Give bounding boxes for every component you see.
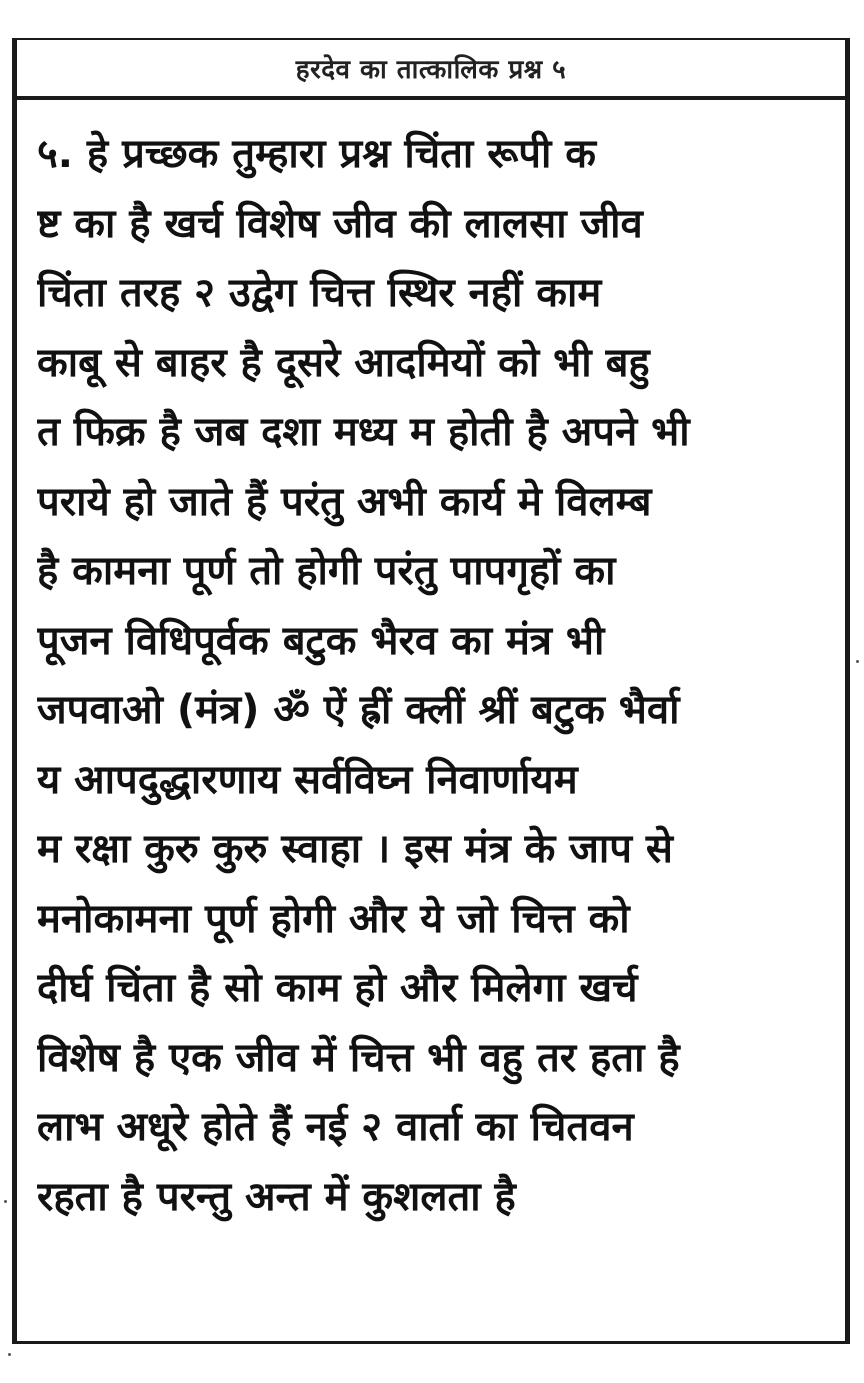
body-text	[37, 120, 827, 1232]
print-speck	[8, 1353, 11, 1356]
text-line: लाभ अधूरे होते हैं नई २ वार्ता का चितवन	[37, 1104, 634, 1150]
print-speck	[4, 1200, 7, 1203]
print-speck	[856, 660, 859, 663]
text-line: रहता है परन्तु अन्त में कुशलता है	[37, 1173, 516, 1220]
text-line: है कामना पूर्ण तो होगी परंतु पापगृहों का	[37, 548, 616, 594]
text-line: ५. हे प्रच्छक तुम्हारा प्रश्न चिंता रूपी क	[37, 131, 596, 177]
text-line: विशेष है एक जीव में चित्त भी वहु तर हता है	[37, 1034, 680, 1081]
page-header	[17, 40, 845, 100]
page-title: हरदेव का तात्कालिक प्रश्न ५	[295, 55, 567, 85]
text-line: पूजन विधिपूर्वक बटुक भैरव का मंत्र भी	[37, 617, 605, 664]
text-line: य आपदुद्धारणाय सर्वविघ्न निवार्णायम	[37, 756, 578, 803]
text-line: दीर्घ चिंता है सो काम हो और मिलेगा खर्च	[37, 965, 638, 1011]
page-frame	[12, 38, 850, 1344]
text-line: मनोकामना पूर्ण होगी और ये जो चित्त को	[37, 895, 630, 942]
text-line: पराये हो जाते हैं परंतु अभी कार्य मे विलम्ब	[37, 478, 652, 525]
text-line: काबू से बाहर है दूसरे आदमियों को भी बहु	[37, 339, 650, 386]
text-line: चिंता तरह २ उद्वेग चित्त स्थिर नहीं काम	[37, 270, 602, 316]
text-line: ष्ट का है खर्च विशेष जीव की लालसा जीव	[37, 200, 643, 247]
text-line: म रक्षा कुरु कुरु स्वाहा । इस मंत्र के जाप से	[37, 826, 673, 872]
text-line: त फिक्र है जब दशा मध्य म होती है अपने भी	[37, 409, 690, 455]
text-line: जपवाओ (मंत्र) ॐ ऐं ह्रीं क्लीं श्रीं बटुक भैर्वा	[37, 687, 680, 733]
